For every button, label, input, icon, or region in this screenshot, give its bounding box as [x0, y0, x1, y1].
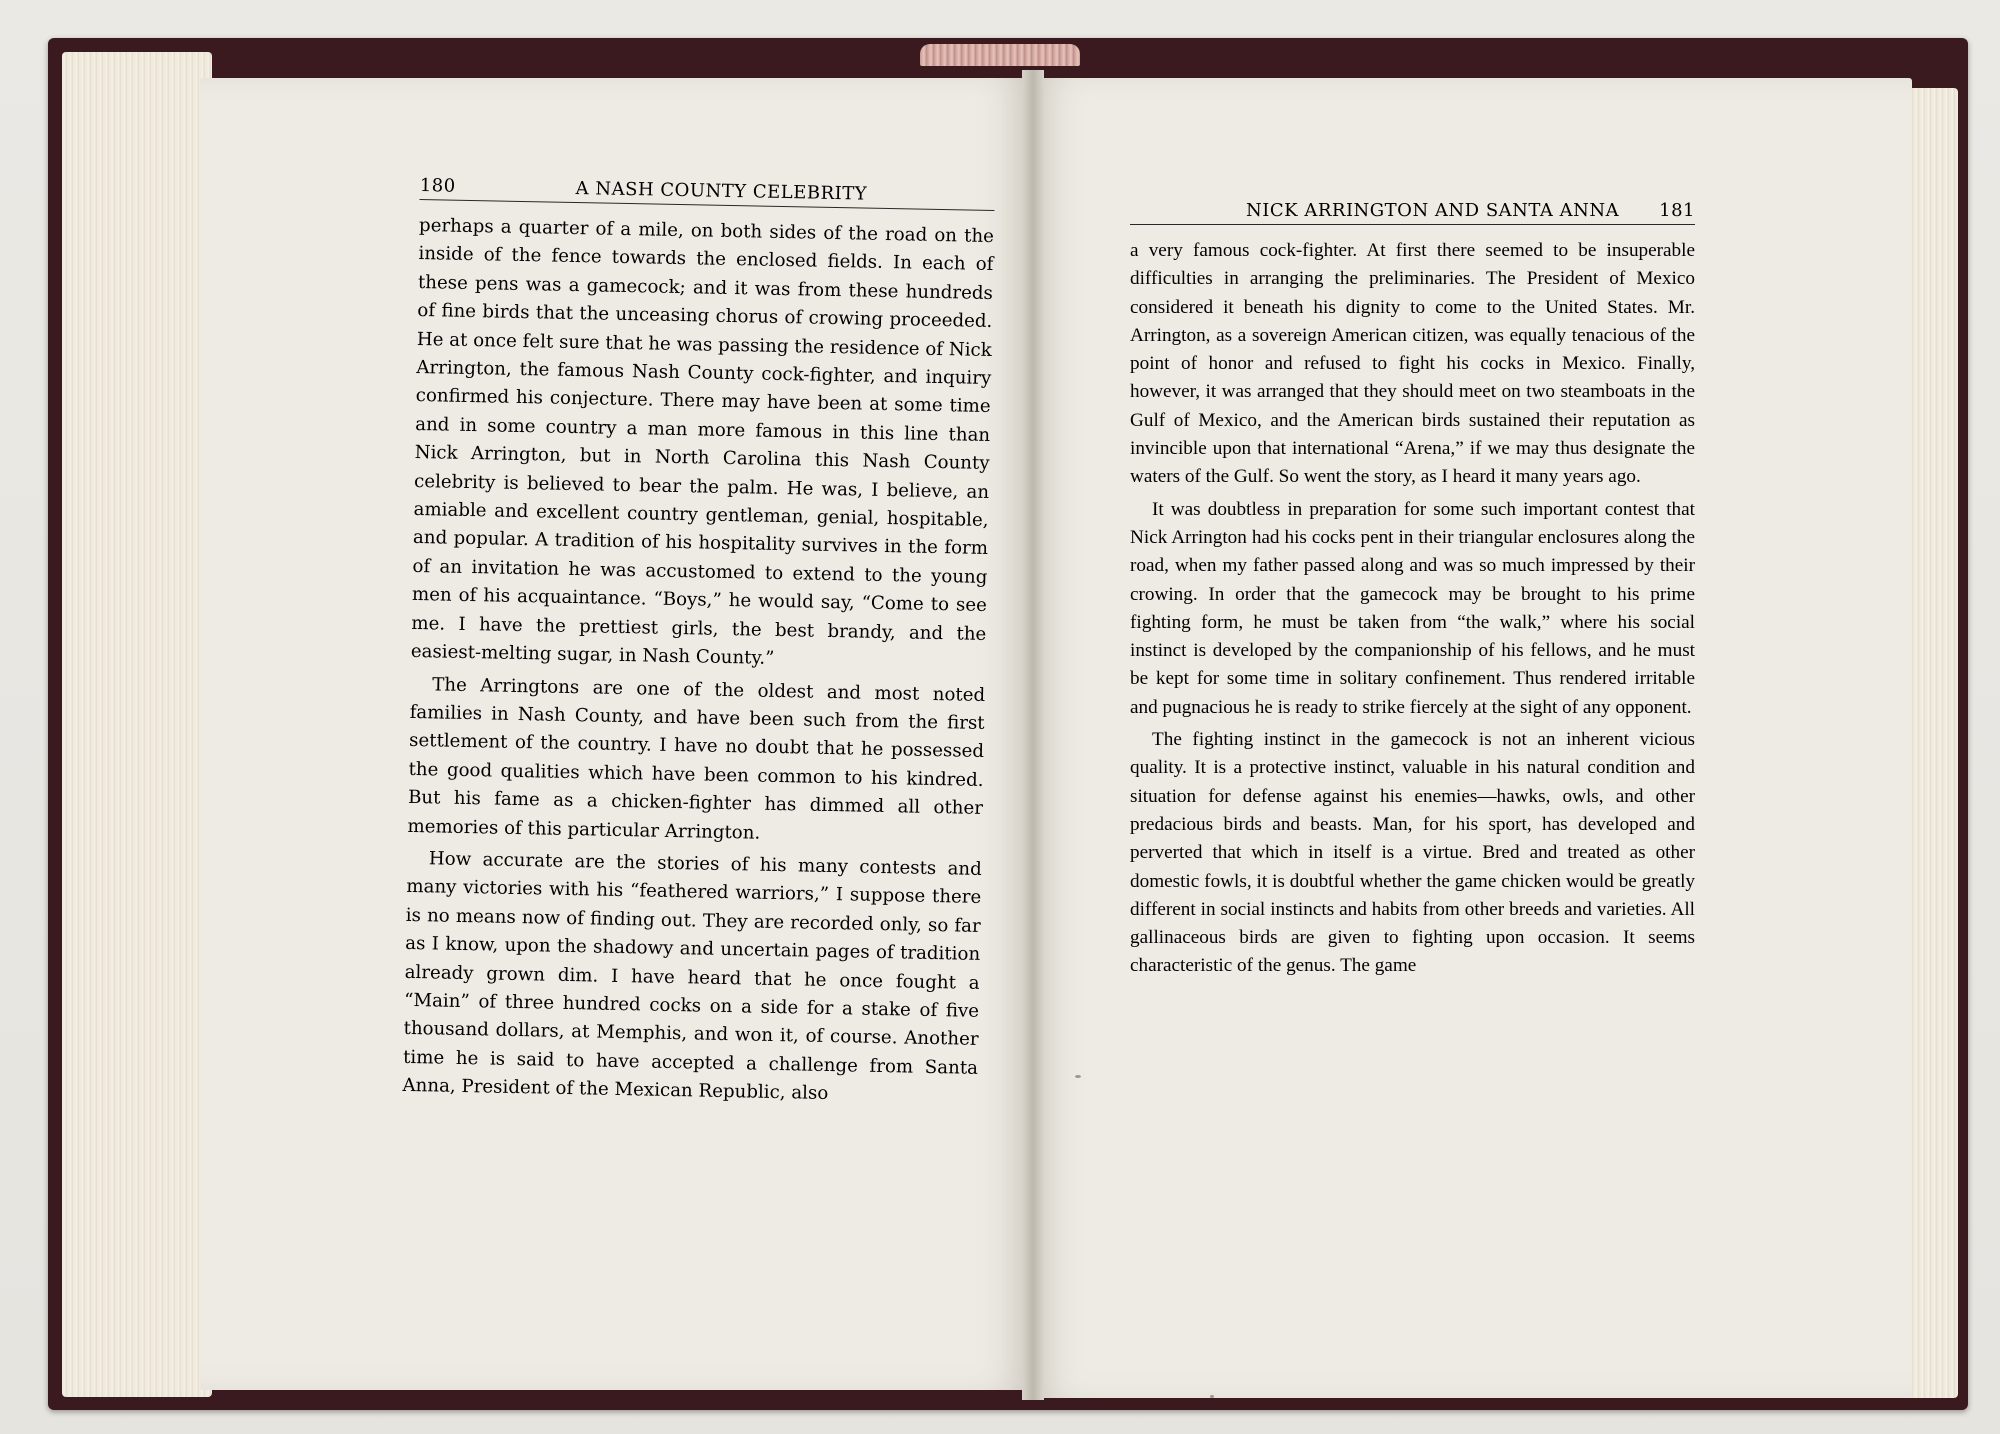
right-page-text — [1130, 200, 1695, 981]
left-paragraph-2: The Arringtons are one of the oldest and most noted families in Nash County, and have been such from the first settlement of the country. I have no doubt that he possessed the good qualities which have been common to his kindred. But his fame as a chicken-fighter has dimmed all other memories of this particular Arrington. — [407, 673, 986, 844]
right-page-number: 181 — [1659, 200, 1695, 221]
paper-speck — [1210, 1395, 1214, 1398]
left-body — [402, 212, 994, 1111]
right-body — [1130, 237, 1695, 981]
headband — [920, 44, 1080, 66]
right-running-title: NICK ARRINGTON AND SANTA ANNA — [1246, 200, 1620, 221]
left-running-title: A NASH COUNTY CELEBRITY — [575, 177, 868, 205]
paper-speck — [1075, 1075, 1081, 1078]
left-paragraph-3: How accurate are the stories of his many contests and many victories with his “feathered warriors,” I suppose there is no means now of finding out. They are recorded only, so far as I know, upon the shadowy and uncertain pages of tradition already grown dim. I have heard that he once fought a “Main” of three hundred cocks on a side for a stake of five thousand dollars, at Memphis, and won it, of course. Another time he is said to have accepted a challenge from Santa Anna, President of the Mexican Republic, also — [402, 848, 982, 1105]
right-paragraph-1: a very famous cock-fighter. At first there seemed to be insuperable difficulties in arranging the preliminaries. The President of Mexico considered it beneath his dignity to come to the United States. Mr. Arrington, as a sovereign American citizen, was equally tenacious of the point of honor and refused to fight his cocks in Mexico. Finally, however, it was arranged that they should meet on two steamboats in the Gulf of Mexico, and the American birds sustained their reputation as invincible upon that international “Arena,” if we may thus designate the waters of the Gulf. So went the story, as I heard it many years ago. — [1130, 240, 1695, 488]
right-paragraph-2: It was doubtless in preparation for some such important contest that Nick Arrington had his cocks pent in their triangular enclosures along the road, when my father passed along and was so much impressed by their crowing. In order that the gamecock may be brought to his prime fighting form, he must be taken from “the walk,” where his social instinct is developed by the companionship of his fellows, and he must be kept for some time in solitary confinement. Thus rendered irritable and pugnacious he is ready to strike fiercely at the sight of any opponent. — [1130, 498, 1695, 718]
left-page-text — [402, 175, 995, 1111]
right-paragraph-3: The fighting instinct in the gamecock is not an inherent vicious quality. It is a protective instinct, valuable in his natural condition and situation for defense against his enemies—hawks, owls, and other predacious birds and beasts. Man, for his sport, has developed and perverted that which in itself is a virtue. Bred and treated as other domestic fowls, it is doubtful whether the game chicken would be greatly different in social instincts and habits from other breeds and varieties. All gallinaceous birds are given to fighting upon occasion. It seems characteristic of the genus. The game — [1130, 729, 1695, 977]
book-gutter — [1022, 70, 1044, 1400]
left-page-number: 180 — [419, 175, 456, 197]
left-paragraph-1: perhaps a quarter of a mile, on both sides of the road on the inside of the fence towards the enclosed fields. In each of these pens was a gamecock; and it was from these hundreds of fine birds that the unceasing chorus of crowing proceeded. He at once felt sure that he was passing the residence of Nick Arrington, the famous Nash County cock-fighter, and inquiry confirmed his conjecture. There may have been at some time and in some country a man more famous in this line than Nick Arrington, but in North Carolina this Nash County celebrity is believed to bear the palm. He was, I believe, an amiable and excellent country gentleman, genial, hospitable, and popular. A tradition of his hospitality survives in the form of an invitation he was accustomed to extend to the young men of his acquaintance. “Boys,” he would say, “Come to see me. I have the prettiest girls, the best brandy, and the easiest-melting sugar, in Nash County.” — [410, 214, 995, 669]
right-running-head — [1130, 200, 1695, 225]
page-edges-left — [62, 52, 212, 1397]
